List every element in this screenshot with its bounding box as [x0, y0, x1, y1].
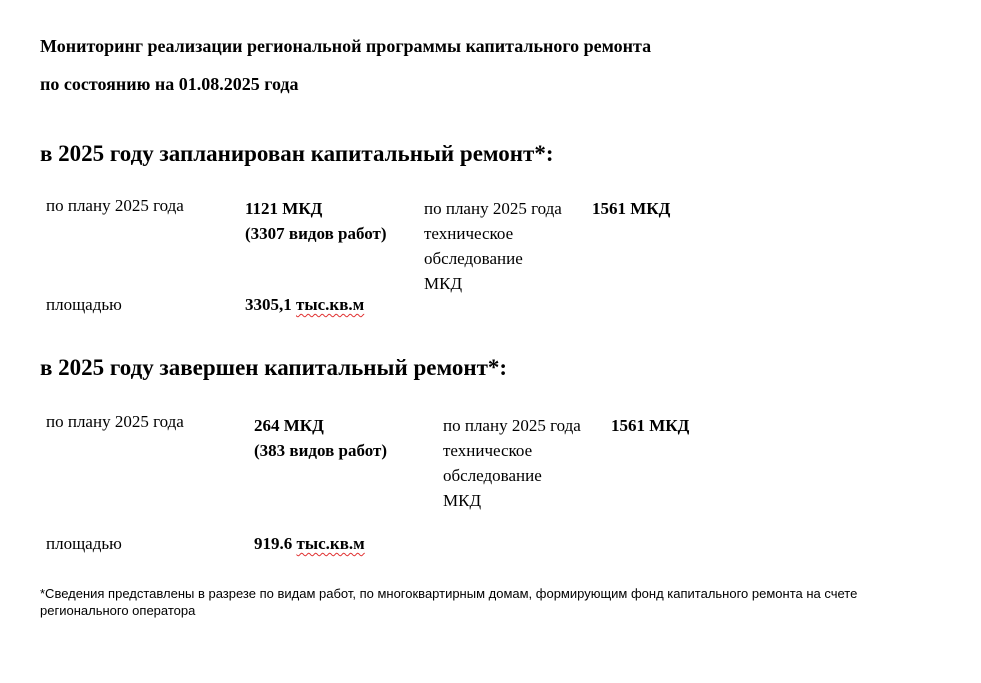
completed-works-count: (383 видов работ)	[254, 441, 388, 460]
planned-area-label: площадью	[46, 295, 122, 314]
planned-heading: в 2025 году запланирован капитальный ремонт*:	[40, 141, 554, 166]
planned-mkd-count: 1121 МКД	[245, 199, 323, 218]
planned-mkd-block	[245, 196, 387, 246]
planned-plan-label: по плану 2025 года	[46, 196, 184, 215]
completed-survey-line-2: техническое	[443, 441, 533, 460]
completed-survey-label	[443, 413, 581, 513]
footnote: *Сведения представлены в разрезе по видам работ, по многоквартирным домам, формирующим фонд капитального ремонта на счете регионального оператора	[40, 586, 858, 618]
planned-survey-value: 1561 МКД	[592, 199, 671, 218]
document-date: по состоянию на 01.08.2025 года	[40, 74, 299, 94]
completed-mkd-count: 264 МКД	[254, 416, 324, 435]
planned-works-count: (3307 видов работ)	[245, 224, 387, 243]
document-title: Мониторинг реализации региональной программы капитального ремонта	[40, 36, 652, 56]
completed-survey-value: 1561 МКД	[611, 416, 690, 435]
completed-survey-line-1: по плану 2025 года	[443, 416, 581, 435]
planned-survey-line-2: техническое	[424, 224, 514, 243]
planned-area-unit: тыс.кв.м	[296, 295, 365, 314]
completed-plan-label: по плану 2025 года	[46, 412, 184, 431]
planned-survey-line-1: по плану 2025 года	[424, 199, 562, 218]
completed-heading: в 2025 году завершен капитальный ремонт*:	[40, 355, 508, 380]
completed-area-label: площадью	[46, 534, 122, 553]
completed-area-unit: тыс.кв.м	[296, 534, 365, 553]
planned-area-value	[245, 292, 364, 317]
completed-area-number: 919.6	[254, 534, 293, 553]
completed-survey-line-4: МКД	[443, 491, 482, 510]
planned-survey-line-3: обследование	[424, 249, 523, 268]
planned-area-number: 3305,1	[245, 295, 292, 314]
completed-mkd-block	[254, 413, 387, 463]
completed-survey-line-3: обследование	[443, 466, 542, 485]
planned-survey-line-4: МКД	[424, 274, 463, 293]
completed-area-value	[254, 531, 365, 556]
planned-survey-label	[424, 196, 562, 296]
